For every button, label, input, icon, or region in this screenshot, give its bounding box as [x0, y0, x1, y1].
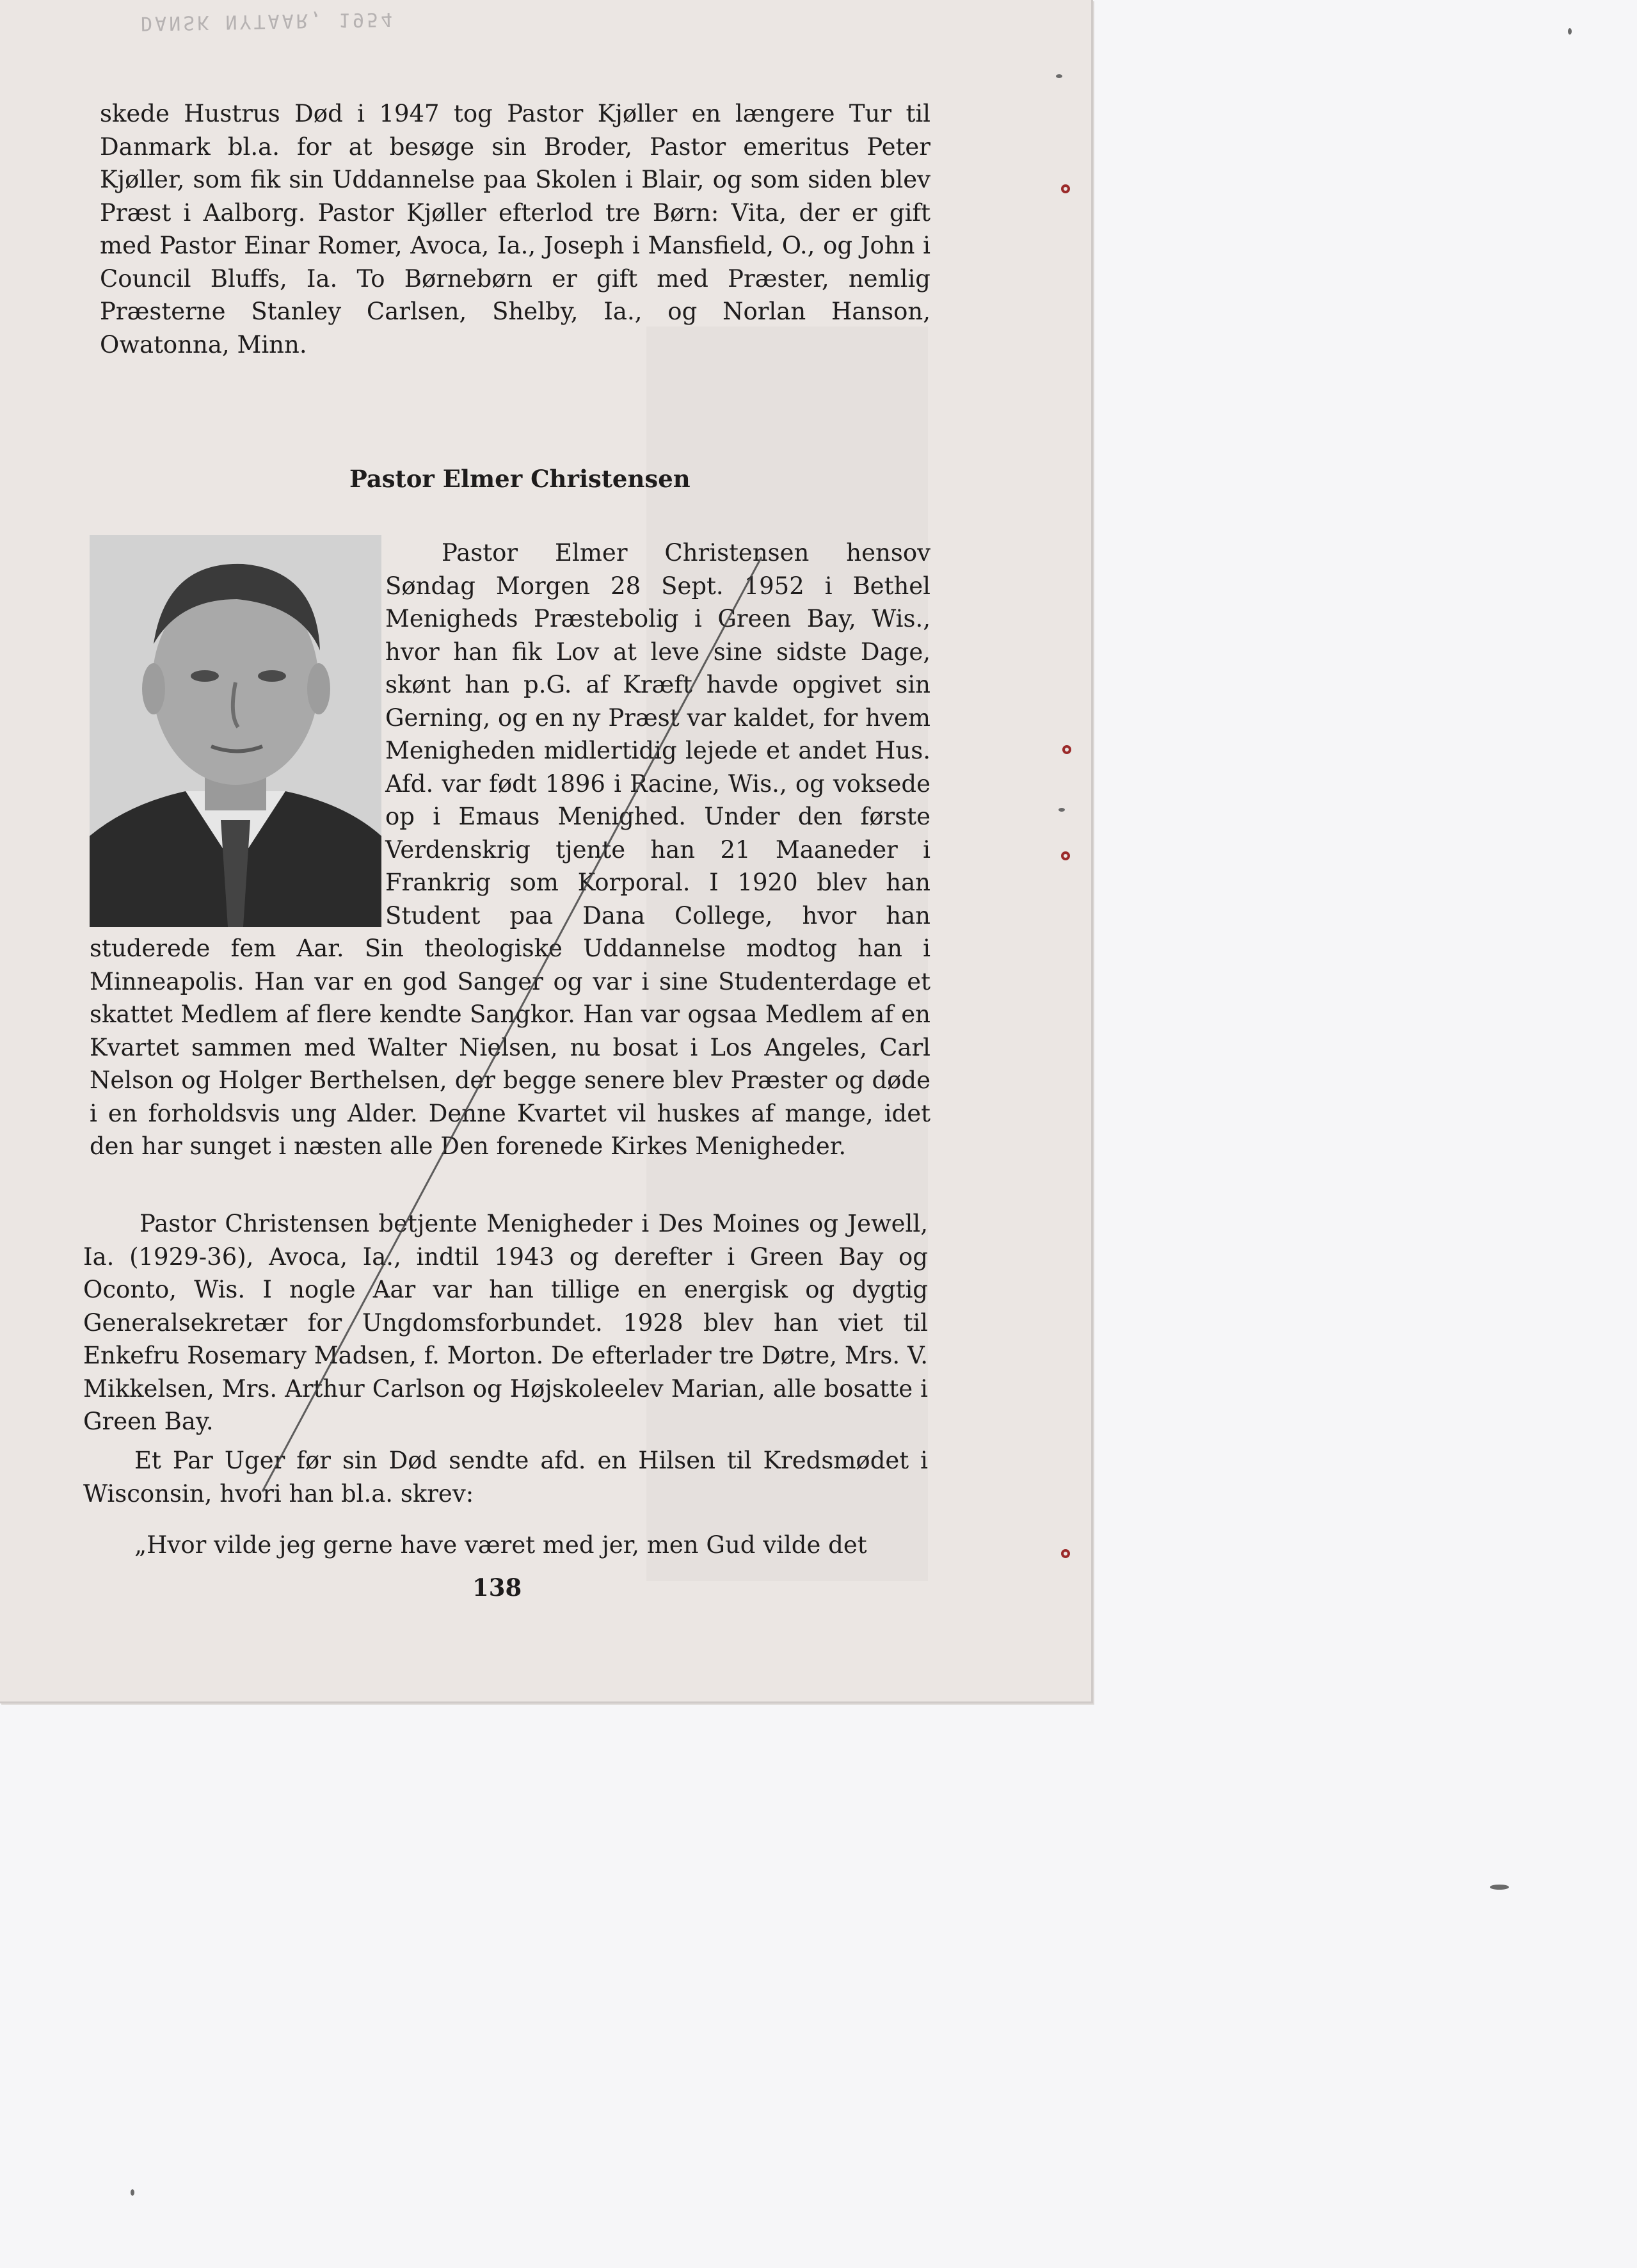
red-speck: [1061, 184, 1070, 193]
archive-stamp: DANSK NYTAAR, 1954: [140, 7, 395, 35]
dust-speck: [131, 2189, 134, 2196]
obituary-paragraph-3: Et Par Uger før sin Død sendte afd. en Hilsen til Kredsmødet i Wisconsin, hvori han bl.a. skrev:: [83, 1447, 928, 1508]
red-speck: [1061, 851, 1070, 860]
obituary-paragraph-2: Pastor Christensen betjente Menigheder i Des Moines og Jewell, Ia. (1929-36), Avoca, Ia., indtil 1943 og derefter i Green Bay og Oconto, Wis. I nogle Aar var han tillige en energisk og dygtig Generalsekretær for Ungdomsforbundet. 1928 blev han viet til Enkefru Rosemary Madsen, f. Morton. De efterlader tre Døtre, Mrs. V. Mikkelsen, Mrs. Arthur Carlson og Højskoleelev Marian, alle bosatte i Green Bay.: [83, 1210, 928, 1435]
dust-speck: [1056, 74, 1062, 78]
quote-line: „Hvor vilde jeg gerne have været med jer, men Gud vilde det: [134, 1531, 867, 1559]
red-speck: [1061, 1549, 1070, 1558]
red-speck: [1062, 745, 1071, 754]
article-heading: Pastor Elmer Christensen: [349, 465, 691, 493]
dust-speck: [1568, 28, 1572, 35]
dust-speck: [1058, 808, 1065, 812]
continuation-paragraph: skede Hustrus Død i 1947 tog Pastor Kjøller en længere Tur til Danmark bl.a. for at besøge sin Broder, Pastor emeritus Peter Kjøller, som fik sin Uddannelse paa Skolen i Blair, og som siden blev Præst i Aalborg. Pastor Kjøller efterlod tre Børn: Vita, der er gift med Pastor Einar Romer, Avoca, Ia., Joseph i Mansfield, O., og John i Council Bluffs, Ia. To Børnebørn er gift med Præster, nemlig Præsterne Stanley Carlsen, Shelby, Ia., og Norlan Hanson, Owatonna, Minn.: [100, 100, 930, 358]
page-number: 138: [472, 1573, 522, 1602]
pencil-mark: [256, 551, 768, 1498]
dust-speck: [1490, 1885, 1509, 1890]
obituary-paragraph-1-text: Pastor Elmer Christensen hensov Søndag Morgen 28 Sept. 1952 i Bethel Menigheds Præstebolig i Green Bay, Wis., hvor han fik Lov at leve sine sidste Dage, skønt han p.G. af Kræft havde opgivet sin Gerning, og en ny Præst var kaldet, for hvem Menigheden midlertidig lejede et andet Hus. Afd. var født 1896 i Racine, Wis., og voksede op i Emaus Menighed. Under den første Verdenskrig tjente han 21 Maaneder i Frankrig som Korporal. I 1920 blev han Student paa Dana College, hvor han studerede fem Aar. Sin theologiske Uddannelse modtog han i Minneapolis. Han var en god Sanger og var i sine Studenterdage et skattet Medlem af flere kendte Sangkor. Han var ogsaa Medlem af en Kvartet sammen med Walter Nielsen, nu bosat i Los Angeles, Carl Nelson og Holger Berthelsen, der begge senere blev Præster og døde i en forholdsvis ung Alder. Denne Kvartet vil huskes af mange, idet den har sunget i næsten alle Den forenede Kirkes Menigheder.: [90, 539, 930, 1160]
